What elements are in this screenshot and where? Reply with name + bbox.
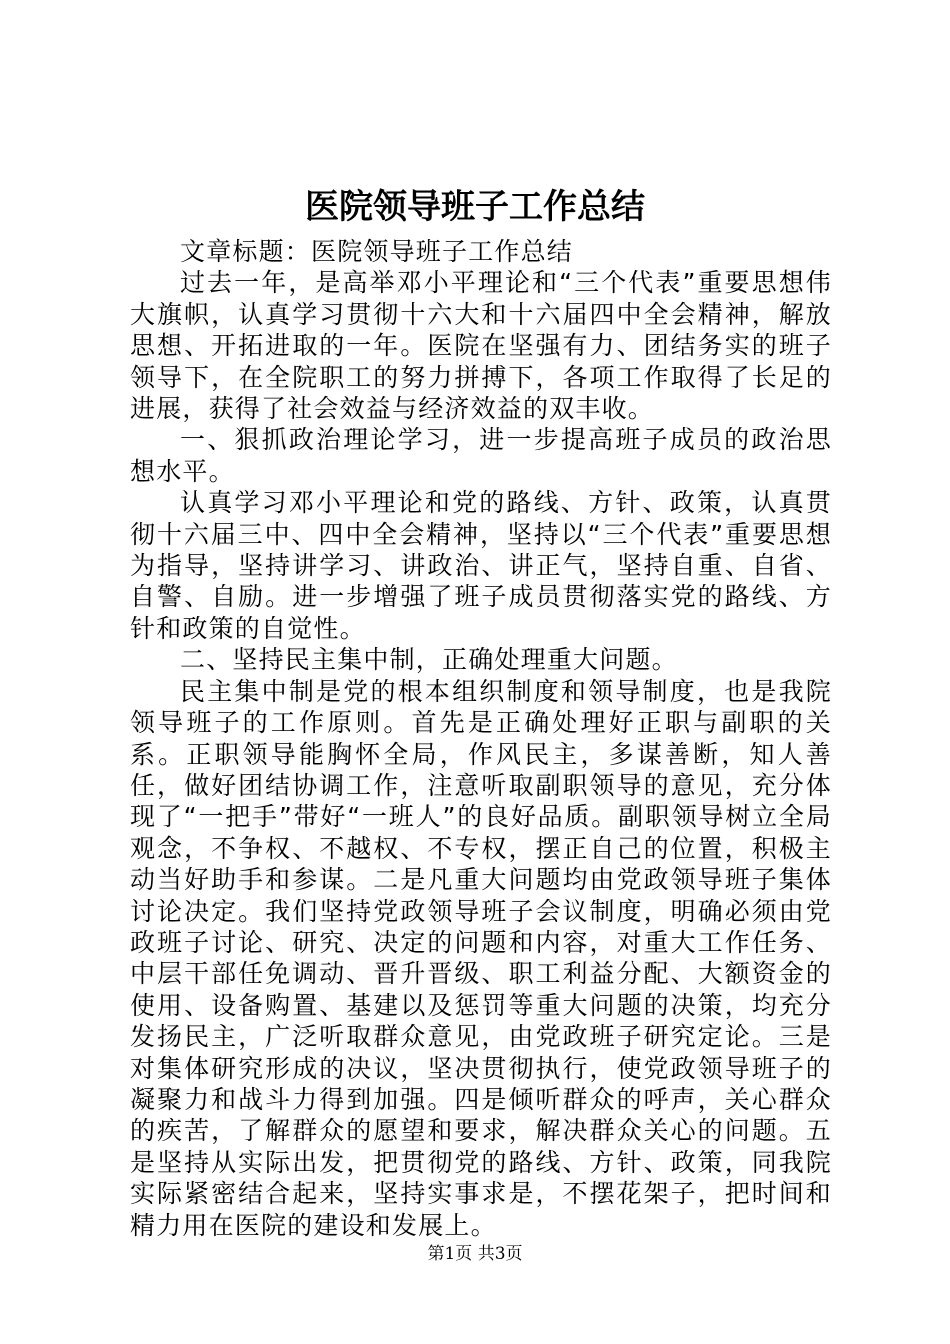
section-paragraph-1: 认真学习邓小平理论和党的路线、方针、政策，认真贯彻十六届三中、四中全会精神，坚持以“三个代表”重要思想为指导，坚持讲学习、讲政治、讲正气，坚持自重、自省、自警、自励。进一步增强了班子成员贯彻落实党的路线、方针和政策的自觉性。 <box>130 488 832 643</box>
section-heading-1: 一、狠抓政治理论学习，进一步提高班子成员的政治思想水平。 <box>130 425 832 486</box>
intro-paragraph: 过去一年，是高举邓小平理论和“三个代表”重要思想伟大旗帜，认真学习贯彻十六大和十六届四中全会精神，解放思想、开拓进取的一年。医院在坚强有力、团结务实的班子领导下，在全院职工的努力拼搏下，各项工作取得了长足的进展，获得了社会效益与经济效益的双丰收。 <box>130 268 832 424</box>
document-body <box>130 236 832 1241</box>
section-paragraph-2: 民主集中制是党的根本组织制度和领导制度，也是我院领导班子的工作原则。首先是正确处理好正职与副职的关系。正职领导能胸怀全局，作风民主，多谋善断，知人善任，做好团结协调工作，注意听取副职领导的意见，充分体现了“一把手”带好“一班人”的良好品质。副职领导树立全局观念，不争权、不越权、不专权，摆正自己的位置，积极主动当好助手和参谋。二是凡重大问题均由党政领导班子集体讨论决定。我们坚持党政领导班子会议制度，明确必须由党政班子讨论、研究、决定的问题和内容，对重大工作任务、中层干部任免调动、晋升晋级、职工利益分配、大额资金的使用、设备购置、基建以及惩罚等重大问题的决策，均充分发扬民主，广泛听取群众意见，由党政班子研究定论。三是对集体研究形成的决议，坚决贯彻执行，使党政领导班子的凝聚力和战斗力得到加强。四是倾听群众的呼声，关心群众的疾苦，了解群众的愿望和要求，解决群众关心的问题。五是坚持从实际出发，把贯彻党的路线、方针、政策，同我院实际紧密结合起来，坚持实事求是，不摆花架子，把时间和精力用在医院的建设和发展上。 <box>130 676 832 1240</box>
article-title-line: 文章标题：医院领导班子工作总结 <box>180 237 574 266</box>
document-title: 医院领导班子工作总结 <box>305 187 645 227</box>
page-number-footer: 第1页 共3页 <box>427 1244 523 1264</box>
section-heading-2: 二、坚持民主集中制，正确处理重大问题。 <box>180 645 678 675</box>
